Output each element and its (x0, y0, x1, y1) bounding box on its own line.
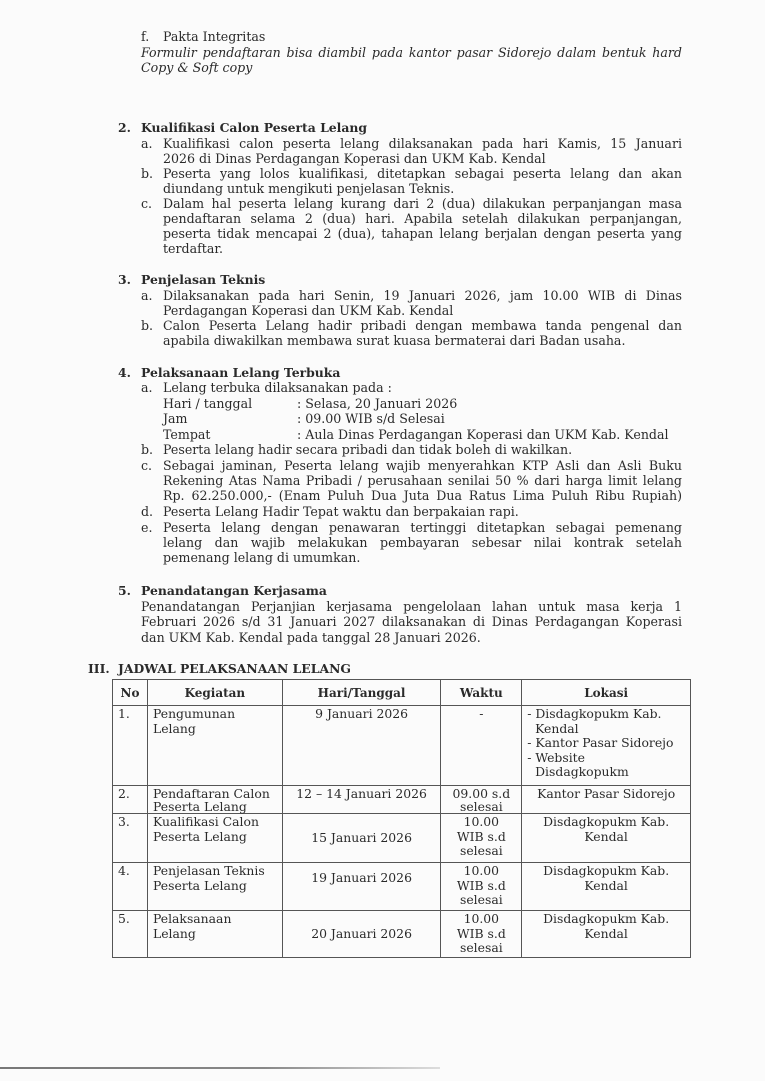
schedule-number: III. (88, 661, 110, 676)
row4-lokasi (522, 863, 691, 911)
detail-value-place: : Aula Dinas Perdagangan Koperasi dan UKM Kab. Kendal (297, 427, 669, 442)
s4-b-line1: Peserta lelang hadir secara pribadi dan tidak boleh di wakilkan. (163, 442, 573, 457)
row5-kegiatan-line2: Lelang (152, 925, 196, 941)
s4-c-letter: c. (141, 458, 153, 473)
row5-lokasi-line1: Disdagkopukm Kab. (543, 911, 670, 926)
row2-kegiatan (147, 786, 282, 814)
section-5-title: Penandatangan Kerjasama (141, 583, 327, 598)
s3-a-line1: Dilaksanakan pada hari Senin, 19 Januari 2026, jam 10.00 WIB di Dinas (163, 288, 682, 303)
row3-lokasi (522, 814, 691, 863)
row4-tanggal-text: 19 Januari 2026 (311, 870, 412, 885)
s4-d-letter: d. (141, 504, 154, 519)
row1-lokasi-line5: Disdagkopukm (527, 764, 629, 779)
section-2-number: 2. (118, 120, 131, 135)
s3-a-letter: a. (141, 288, 153, 303)
row2-kegiatan-line1: Pendaftaran Calon (152, 786, 270, 801)
row3-waktu-line1: 10.00 (463, 814, 500, 829)
row2-waktu (441, 786, 522, 814)
row4-waktu (441, 863, 522, 911)
section-3-title: Penjelasan Teknis (141, 272, 266, 287)
row1-lokasi-line1: - Disdagkopukm Kab. (527, 706, 662, 721)
s4-a-text: Lelang terbuka dilaksanakan pada : (163, 380, 392, 395)
s2-c-line3: peserta tidak mencapai 2 (dua), tahapan lelang berjalan dengan peserta yang (163, 226, 682, 241)
s3-b-line2: apabila diwakilkan membawa surat kuasa bermaterai dari Badan usaha. (163, 333, 626, 348)
detail-label-day: Hari / tanggal (163, 396, 253, 411)
row3-waktu (441, 814, 522, 863)
row5-waktu-line1: 10.00 (463, 911, 500, 926)
row4-lokasi-line2: Kendal (584, 877, 628, 893)
s2-b-letter: b. (141, 166, 154, 181)
table-row (113, 786, 691, 814)
header-lokasi: Lokasi (522, 680, 691, 706)
table-row (113, 863, 691, 911)
row3-waktu-line2: WIB s.d (456, 828, 506, 844)
row5-kegiatan (147, 911, 282, 958)
row1-lokasi-line4: - Website (527, 749, 585, 765)
row5-lokasi (522, 911, 691, 958)
row3-kegiatan-line2: Peserta Lelang (152, 828, 247, 844)
row4-waktu-line3: selesai (459, 892, 503, 907)
detail-value-day: : Selasa, 20 Januari 2026 (297, 396, 458, 411)
form-note-line1: Formulir pendaftaran bisa diambil pada kantor pasar Sidorejo dalam bentuk hard (141, 45, 682, 60)
table-row (113, 911, 691, 958)
row1-no: 1. (113, 706, 148, 786)
form-note-line2: Copy & Soft copy (141, 60, 253, 75)
row1-lokasi-line2: Kendal (527, 720, 579, 736)
row4-waktu-line2: WIB s.d (456, 877, 506, 893)
header-no: No (113, 680, 148, 706)
detail-label-time: Jam (163, 411, 188, 426)
s5-line1: Penandatangan Perjanjian kerjasama pengelolaan lahan untuk masa kerja 1 (141, 599, 682, 614)
schedule-title: JADWAL PELAKSANAAN LELANG (118, 661, 351, 676)
s5-line3: dan UKM Kab. Kendal pada tanggal 28 Januari 2026. (141, 630, 481, 645)
row2-waktu-line2: selesai (459, 799, 503, 814)
s2-c-line2: pendaftaran selama 2 (dua) hari. Apabila setelah dilakukan perpanjangan, (163, 211, 682, 226)
s4-c-line1: Sebagai jaminan, Peserta lelang wajib menyerahkan KTP Asli dan Asli Buku (163, 458, 682, 473)
row3-no: 3. (113, 814, 148, 863)
s2-a-letter: a. (141, 136, 153, 151)
section-2-title: Kualifikasi Calon Peserta Lelang (141, 120, 368, 135)
row2-tanggal: 12 – 14 Januari 2026 (282, 786, 441, 814)
row3-waktu-line3: selesai (459, 843, 503, 858)
row1-kegiatan (147, 706, 282, 786)
row3-kegiatan (147, 814, 282, 863)
row5-waktu-line2: WIB s.d (456, 925, 506, 941)
row4-kegiatan (147, 863, 282, 911)
row5-lokasi-line2: Kendal (584, 925, 628, 941)
header-tanggal: Hari/Tanggal (282, 680, 441, 706)
header-kegiatan: Kegiatan (147, 680, 282, 706)
row1-tanggal: 9 Januari 2026 (282, 706, 441, 786)
s2-c-line1: Dalam hal peserta lelang kurang dari 2 (dua) dilakukan perpanjangan masa (163, 196, 682, 211)
s2-b-line1: Peserta yang lolos kualifikasi, ditetapkan sebagai peserta lelang dan akan (163, 166, 682, 181)
row2-lokasi: Kantor Pasar Sidorejo (522, 786, 691, 814)
row5-no: 5. (113, 911, 148, 958)
s3-a-line2: Perdagangan Koperasi dan UKM Kab. Kendal (163, 303, 454, 318)
s4-b-letter: b. (141, 442, 154, 457)
row2-waktu-line1: 09.00 s.d (452, 786, 511, 801)
footer-rule (0, 1067, 440, 1069)
row4-no: 4. (113, 863, 148, 911)
s3-b-letter: b. (141, 318, 154, 333)
s4-e-line3: pemenang lelang di umumkan. (163, 550, 361, 565)
table-row (113, 706, 691, 786)
row4-lokasi-line1: Disdagkopukm Kab. (543, 863, 670, 878)
row5-waktu (441, 911, 522, 958)
s5-line2: Februari 2026 s/d 31 Januari 2027 dilaksanakan di Dinas Perdagangan Koperasi (141, 614, 682, 629)
row1-kegiatan-line2: Lelang (152, 720, 196, 736)
row1-waktu: - (441, 706, 522, 786)
section-4-number: 4. (118, 365, 131, 380)
s2-a-line2: 2026 di Dinas Perdagangan Koperasi dan UKM Kab. Kendal (163, 151, 546, 166)
s3-b-line1: Calon Peserta Lelang hadir pribadi dengan membawa tanda pengenal dan (163, 318, 682, 333)
row1-lokasi-line3: - Kantor Pasar Sidorejo (527, 735, 674, 750)
detail-value-time: : 09.00 WIB s/d Selesai (297, 411, 445, 426)
row2-kegiatan-line2: Peserta Lelang (152, 799, 247, 814)
row3-lokasi-line2: Kendal (584, 828, 628, 844)
table-header-row (113, 680, 691, 706)
row3-kegiatan-line1: Kualifikasi Calon (152, 814, 259, 829)
row3-tanggal: 15 Januari 2026 (282, 814, 441, 863)
row1-lokasi (522, 706, 691, 786)
table-row (113, 814, 691, 863)
s4-d-line1: Peserta Lelang Hadir Tepat waktu dan berpakaian rapi. (163, 504, 519, 519)
row5-waktu-line3: selesai (459, 940, 503, 955)
row4-tanggal (282, 863, 441, 911)
row2-no: 2. (113, 786, 148, 814)
row4-kegiatan-line2: Peserta Lelang (152, 877, 247, 893)
row1-kegiatan-line1: Pengumunan (152, 706, 236, 721)
row5-tanggal: 20 Januari 2026 (282, 911, 441, 958)
s2-b-line2: diundang untuk mengikuti penjelasan Teknis. (163, 181, 455, 196)
header-waktu: Waktu (441, 680, 522, 706)
schedule-table (112, 679, 691, 958)
item-f-text: Pakta Integritas (163, 29, 266, 44)
row4-waktu-line1: 10.00 (463, 863, 500, 878)
s2-c-letter: c. (141, 196, 153, 211)
row5-kegiatan-line1: Pelaksanaan (152, 911, 232, 926)
s4-c-line3: Rp. 62.250.000,- (Enam Puluh Dua Juta Dua Ratus Lima Puluh Ribu Rupiah) (163, 488, 682, 503)
section-3-number: 3. (118, 272, 131, 287)
row3-lokasi-line1: Disdagkopukm Kab. (543, 814, 670, 829)
detail-label-place: Tempat (163, 427, 211, 442)
item-f-letter: f. (141, 29, 150, 44)
s4-e-line2: lelang dan wajib melakukan pembayaran sebesar nilai kontrak setelah (163, 535, 682, 550)
section-4-title: Pelaksanaan Lelang Terbuka (141, 365, 341, 380)
row4-kegiatan-line1: Penjelasan Teknis (152, 863, 265, 878)
s2-c-line4: terdaftar. (163, 241, 223, 256)
s2-a-line1: Kualifikasi calon peserta lelang dilaksanakan pada hari Kamis, 15 Januari (163, 136, 682, 151)
s4-e-letter: e. (141, 520, 153, 535)
s4-e-line1: Peserta lelang dengan penawaran tertinggi ditetapkan sebagai pemenang (163, 520, 682, 535)
s4-c-line2: Rekening Atas Nama Pribadi / perusahaan senilai 50 % dari harga limit lelang (163, 473, 682, 488)
section-5-number: 5. (118, 583, 131, 598)
s4-a-letter: a. (141, 380, 153, 395)
